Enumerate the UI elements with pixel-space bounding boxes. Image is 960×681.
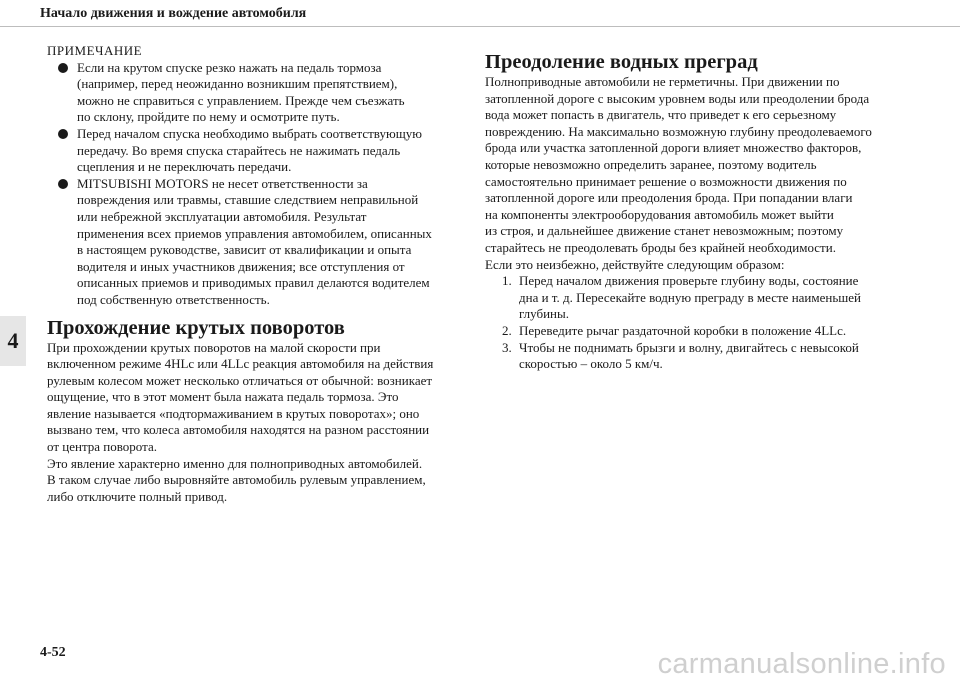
note-line: описанных приемов и приводимых правил делаются водителем: [77, 275, 430, 291]
body-line: Полноприводные автомобили не герметичны. При движении по: [485, 74, 840, 89]
note-item: [47, 60, 455, 126]
left-column: [47, 43, 455, 505]
bullet-icon: [58, 129, 68, 139]
step-number: 3.: [502, 339, 512, 355]
chapter-tab: 4: [0, 316, 26, 366]
note-line: по склону, пройдите по нему и осмотрите путь.: [77, 109, 340, 125]
header-rule: [0, 26, 960, 27]
step-line: глубины.: [519, 306, 570, 322]
note-line: можно не справиться с управлением. Прежде чем съезжать: [77, 92, 405, 108]
watermark: carmanualsonline.info: [657, 648, 946, 680]
bullet-icon: [58, 179, 68, 189]
body-line: повреждению. На максимально возможную глубину преодолеваемого: [485, 123, 872, 139]
body-line: брода или участка затопленной дороги влияет множество факторов,: [485, 140, 862, 156]
body-line: Если это неизбежно, действуйте следующим образом:: [485, 256, 785, 272]
body-line: вода может попасть в двигатель, что приведет к его серьезному: [485, 107, 837, 123]
step-number: 1.: [502, 273, 512, 289]
step-line: Перед началом движения проверьте глубину воды, состояние: [519, 273, 859, 289]
body-line: либо отключите полный привод.: [47, 488, 228, 504]
body-line: вызвано тем, что колеса автомобиля находятся на разном расстоянии: [47, 422, 430, 438]
section-body-turns: [47, 340, 455, 506]
note-item: [47, 176, 455, 309]
body-line: ощущение, что в этот момент была нажата педаль тормоза. Это: [47, 389, 399, 405]
note-line: применения всех приемов управления автомобилем, описанных: [77, 225, 432, 241]
note-line: водителя и иных участников движения; все отступления от: [77, 258, 405, 274]
note-line: в настоящем руководстве, зависит от квалификации и опыта: [77, 242, 412, 258]
section-body-water: [485, 74, 895, 273]
running-header: Начало движения и вождение автомобиля: [40, 6, 307, 21]
right-column: [485, 50, 895, 373]
section-title-turns: Прохождение крутых поворотов: [47, 316, 345, 339]
steps-list: [485, 273, 895, 373]
body-line: затопленной дороге или преодоления брода. При попадании влаги: [485, 190, 853, 206]
body-line: самостоятельно принимает решение о возможности движения по: [485, 173, 847, 189]
body-line: на компоненты электрооборудования автомобиль может выйти: [485, 206, 834, 222]
body-line: которые невозможно определить заранее, поэтому водитель: [485, 156, 817, 172]
note-item: [47, 126, 455, 176]
note-title: ПРИМЕЧАНИЕ: [47, 43, 143, 58]
body-line: явление называется «подтормаживанием в крутых поворотах»; оно: [47, 405, 420, 421]
note-line: повреждения или травмы, ставшие следствием неправильной: [77, 192, 419, 208]
body-line: старайтесь не преодолевать броды без крайней необходимости.: [485, 239, 836, 255]
note-line: (например, перед неожиданно возникшим препятствием),: [77, 76, 398, 92]
body-line: от центра поворота.: [47, 439, 157, 455]
body-line: При прохождении крутых поворотов на малой скорости при: [47, 339, 381, 355]
note-line: под собственную ответственность.: [77, 291, 270, 307]
section-title-water: Преодоление водных преград: [485, 51, 758, 73]
body-line: из строя, и дальнейшее движение станет невозможным; поэтому: [485, 223, 844, 239]
note-line: сцепления и не переключать передачи.: [77, 159, 292, 175]
note-line: Перед началом спуска необходимо выбрать соответствующую: [77, 125, 422, 141]
body-line: В таком случае либо выровняйте автомобиль рулевым управлением,: [47, 472, 426, 488]
body-line: включенном режиме 4HLc или 4LLc реакция автомобиля на действия: [47, 356, 434, 372]
note-list: [47, 60, 455, 309]
step-item: [485, 323, 895, 340]
body-line: рулевым колесом может несколько отличаться от обычной: возникает: [47, 372, 433, 388]
note-line: или небрежной эксплуатации автомобиля. Результат: [77, 208, 367, 224]
step-item: [485, 273, 895, 323]
step-number: 2.: [502, 322, 512, 338]
note-line: MITSUBISHI MOTORS не несет ответственности за: [77, 175, 368, 191]
page-number: 4-52: [40, 645, 66, 660]
step-line: дна и т. д. Пересекайте водную преграду в месте наименьшей: [519, 289, 861, 305]
body-line: затопленной дороге с высоким уровнем воды или преодолении брода: [485, 90, 870, 106]
step-line: скоростью – около 5 км/ч.: [519, 356, 663, 372]
note-line: передачу. Во время спуска старайтесь не нажимать педаль: [77, 142, 401, 158]
step-item: [485, 340, 895, 373]
step-line: Чтобы не поднимать брызги и волну, двигайтесь с невысокой: [519, 339, 859, 355]
bullet-icon: [58, 63, 68, 73]
note-line: Если на крутом спуске резко нажать на педаль тормоза: [77, 59, 382, 75]
step-line: Переведите рычаг раздаточной коробки в положение 4LLc.: [519, 322, 847, 338]
body-line: Это явление характерно именно для полноприводных автомобилей.: [47, 455, 423, 471]
